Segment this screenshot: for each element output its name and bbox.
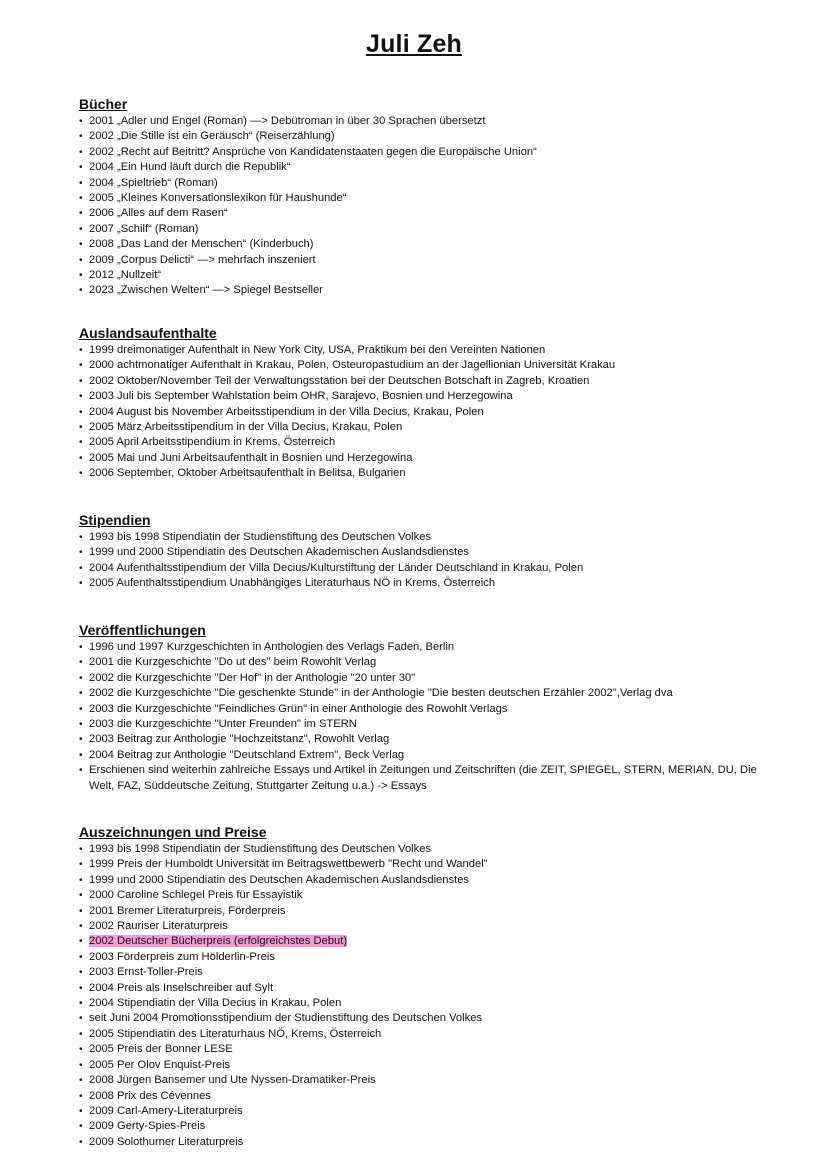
list-item-text: 2005 „Kleines Konversationslexikon für Haushunde“ (89, 192, 347, 205)
list-item-text: 2003 die Kurzgeschichte "Feindliches Grün" in einer Anthologie des Rowohlt Verlags (89, 702, 508, 715)
list-item (79, 919, 779, 934)
list-item (79, 873, 779, 888)
list-item (79, 389, 779, 404)
item-list (79, 530, 779, 592)
list-item-text: 2005 März Arbeitsstipendium in der Villa Decius, Krakau, Polen (89, 421, 403, 434)
list-item (79, 702, 779, 717)
list-item-text: seit Juni 2004 Promotionsstipendium der Studienstiftung des Deutschen Volkes (89, 1012, 483, 1025)
list-item-text: 2006 September, Oktober Arbeitsaufenthalt in Belitsa, Bulgarien (89, 467, 406, 480)
list-item (79, 1089, 779, 1104)
section-heading: Stipendien (79, 512, 151, 528)
list-item-text: 2002 Oktober/November Teil der Verwaltungsstation bei der Deutschen Botschaft in Zagreb, Kroatien (89, 374, 590, 387)
list-item-text: 2004 Beitrag zur Anthologie "Deutschland Extrem", Beck Verlag (89, 748, 405, 761)
list-item (79, 343, 779, 358)
list-item-text: 2003 Ernst-Toller-Preis (89, 966, 203, 979)
list-item-text: 2005 Mai und Juni Arbeitsaufenthalt in Bosnien und Herzegowina (89, 451, 413, 464)
list-item-text: 1993 bis 1998 Stipendiatin der Studienstiftung des Deutschen Volkes (89, 843, 432, 855)
section-heading: Auszeichnungen und Preise (79, 824, 267, 840)
list-item-text: 2023 „Zwischen Welten“ —> Spiegel Bestseller (89, 284, 323, 297)
list-item-text: 2009 Gerty-Spies-Preis (89, 1120, 206, 1133)
list-item (79, 160, 779, 175)
list-item-text: 2005 Per Olov Enquist-Preis (89, 1058, 231, 1071)
list-item (79, 888, 779, 903)
list-item-text: 1996 und 1997 Kurzgeschichten in Anthologien des Verlags Faden, Berlin (89, 641, 455, 653)
item-list (79, 114, 779, 299)
list-item-text: 2002 die Kurzgeschichte "Der Hof" in der Anthologie "20 unter 30" (89, 671, 416, 684)
list-item (79, 934, 779, 949)
list-item (79, 842, 779, 857)
list-item (79, 435, 779, 450)
list-item-text: 1999 Preis der Humboldt Universität im Beitragswettbewerb "Recht und Wandel" (89, 858, 488, 871)
list-item-text: 2006 „Alles auf dem Rasen“ (89, 207, 228, 220)
page-title: Juli Zeh (365, 30, 463, 58)
list-item (79, 640, 779, 655)
list-item (79, 717, 779, 732)
list-item-text: 2000 Caroline Schlegel Preis für Essayistik (89, 889, 303, 902)
list-item-text: 2005 Stipendiatin des Literaturhaus NÖ, Krems, Österreich (89, 1027, 382, 1040)
list-item-text: 2003 Beitrag zur Anthologie "Hochzeitstanz", Rowohlt Verlag (89, 733, 390, 746)
list-item-text: 2004 August bis November Arbeitsstipendium in der Villa Decius, Krakau, Polen (89, 405, 484, 418)
list-item (79, 358, 779, 373)
list-item (79, 748, 779, 763)
list-item-text: 2005 April Arbeitsstipendium in Krems, Österreich (89, 436, 336, 449)
list-item-text: 2005 Aufenthaltsstipendium Unabhängiges Literaturhaus NÖ in Krems, Österreich (89, 577, 496, 590)
list-item-text: 2007 „Schilf“ (Roman) (89, 222, 199, 235)
list-item (79, 996, 779, 1011)
list-item (79, 1027, 779, 1042)
list-item-text: 2005 Preis der Bonner LESE (89, 1043, 233, 1056)
list-item (79, 576, 779, 591)
list-item (79, 950, 779, 965)
list-item-text: 2002 Rauriser Literaturpreis (89, 920, 228, 933)
list-item-text: 2001 die Kurzgeschichte "Do ut des" beim Rowohlt Verlag (89, 656, 377, 669)
item-list (79, 842, 779, 1150)
list-item-text: 2009 Solothurner Literaturpreis (89, 1135, 244, 1148)
list-item (79, 981, 779, 996)
list-item (79, 268, 779, 283)
list-item (79, 191, 779, 206)
list-item-text: 2009 „Corpus Delicti“ —> mehrfach inszeniert (89, 253, 316, 266)
list-item (79, 732, 779, 747)
highlighted-item-text: 2002 Deutscher Bücherpreis (erfolgreichstes Debut) (89, 935, 348, 948)
list-item (79, 1073, 779, 1088)
list-item-text: 2002 die Kurzgeschichte "Die geschenkte Stunde" in der Anthologie "Die besten deutschen Erzähler 2002",Verlag dva (89, 687, 673, 700)
list-item (79, 1042, 779, 1057)
list-item-text: 2003 Juli bis September Wahlstation beim OHR, Sarajevo, Bosnien und Herzegowina (89, 390, 513, 403)
list-item-text: 2003 die Kurzgeschichte "Unter Freunden" im STERN (89, 718, 357, 731)
list-item-text: 2004 „Ein Hund läuft durch die Republik“ (89, 161, 291, 174)
list-item-text: 2008 Jürgen Bansemer und Ute Nyssen-Dramatiker-Preis (89, 1074, 376, 1087)
list-item-text: 2004 „Spieltrieb“ (Roman) (89, 176, 218, 189)
list-item-text: 2009 Carl-Amery-Literaturpreis (89, 1104, 243, 1117)
list-item-text: Erschienen sind weiterhin zahlreiche Essays und Artikel in Zeitungen und Zeitschriften (die ZEIT, SPIEGEL, STERN, MERIAN, DU, Die Welt, FAZ, Süddeutsche Zeitung, Stuttgarter Zeitung u.a.) -> Essays (89, 764, 757, 792)
list-item (79, 206, 779, 221)
list-item-text: 2008 „Das Land der Menschen“ (Kinderbuch) (89, 238, 314, 251)
list-item (79, 904, 779, 919)
list-item (79, 1011, 779, 1026)
list-item-text: 2004 Preis als Inselschreiber auf Sylt (89, 981, 274, 994)
list-item (79, 451, 779, 466)
item-list (79, 640, 779, 794)
section-buecher (79, 95, 779, 299)
list-item (79, 686, 779, 701)
list-item (79, 374, 779, 389)
list-item-text: 2012 „Nullzeit“ (89, 269, 162, 282)
list-item-text: 2000 achtmonatiger Aufenthalt in Krakau, Polen, Osteuropastudium an der Jagellionian Universität Krakau (89, 359, 616, 372)
list-item (79, 253, 779, 268)
list-item (79, 176, 779, 191)
list-item (79, 405, 779, 420)
list-item (79, 561, 779, 576)
section-heading: Auslandsaufenthalte (79, 325, 217, 341)
list-item-text: 2002 „Recht auf Beitritt? Ansprüche von Kandidatenstaaten gegen die Europäische Union“ (89, 145, 537, 158)
list-item (79, 129, 779, 144)
list-item (79, 1119, 779, 1134)
section-veroeffentlichungen (79, 621, 779, 794)
section-stipendien (79, 511, 779, 592)
list-item-text: 2001 „Adler und Engel (Roman) —> Debütroman in über 30 Sprachen übersetzt (89, 115, 486, 127)
list-item (79, 530, 779, 545)
list-item-text: 2004 Stipendiatin der Villa Decius in Krakau, Polen (89, 997, 342, 1010)
list-item (79, 1104, 779, 1119)
section-auszeichnungen-preise (79, 823, 779, 1150)
list-item-text: 1999 dreimonatiger Aufenthalt in New York City, USA, Praktikum bei den Vereinten Nationen (89, 344, 546, 356)
section-heading: Veröffentlichungen (79, 622, 206, 638)
list-item (79, 655, 779, 670)
list-item (79, 237, 779, 252)
list-item (79, 466, 779, 481)
list-item (79, 965, 779, 980)
list-item-text: 2004 Aufenthaltsstipendium der Villa Decius/Kulturstiftung der Länder Deutschland in Krakau, Polen (89, 561, 584, 574)
section-auslandsaufenthalte (79, 324, 779, 482)
list-item (79, 1135, 779, 1150)
list-item-text: 1993 bis 1998 Stipendiatin der Studienstiftung des Deutschen Volkes (89, 531, 432, 543)
list-item-text: 2008 Prix des Cévennes (89, 1089, 211, 1102)
list-item (79, 671, 779, 686)
section-heading: Bücher (79, 96, 128, 112)
list-item-text: 2003 Förderpreis zum Hölderlin-Preis (89, 950, 275, 963)
list-item (79, 857, 779, 872)
list-item (79, 114, 779, 129)
list-item (79, 420, 779, 435)
list-item-text: 1999 und 2000 Stipendiatin des Deutschen Akademischen Auslandsdienstes (89, 546, 470, 559)
list-item (79, 1058, 779, 1073)
list-item (79, 145, 779, 160)
list-item-text: 2001 Bremer Literaturpreis, Förderpreis (89, 904, 286, 917)
list-item-text: 1999 und 2000 Stipendiatin des Deutschen Akademischen Auslandsdienstes (89, 873, 470, 886)
list-item-text: 2002 „Die Stille ist ein Geräusch“ (Reiserzählung) (89, 130, 335, 143)
item-list (79, 343, 779, 482)
list-item (79, 283, 779, 298)
list-item (79, 545, 779, 560)
list-item (79, 763, 779, 794)
list-item (79, 222, 779, 237)
